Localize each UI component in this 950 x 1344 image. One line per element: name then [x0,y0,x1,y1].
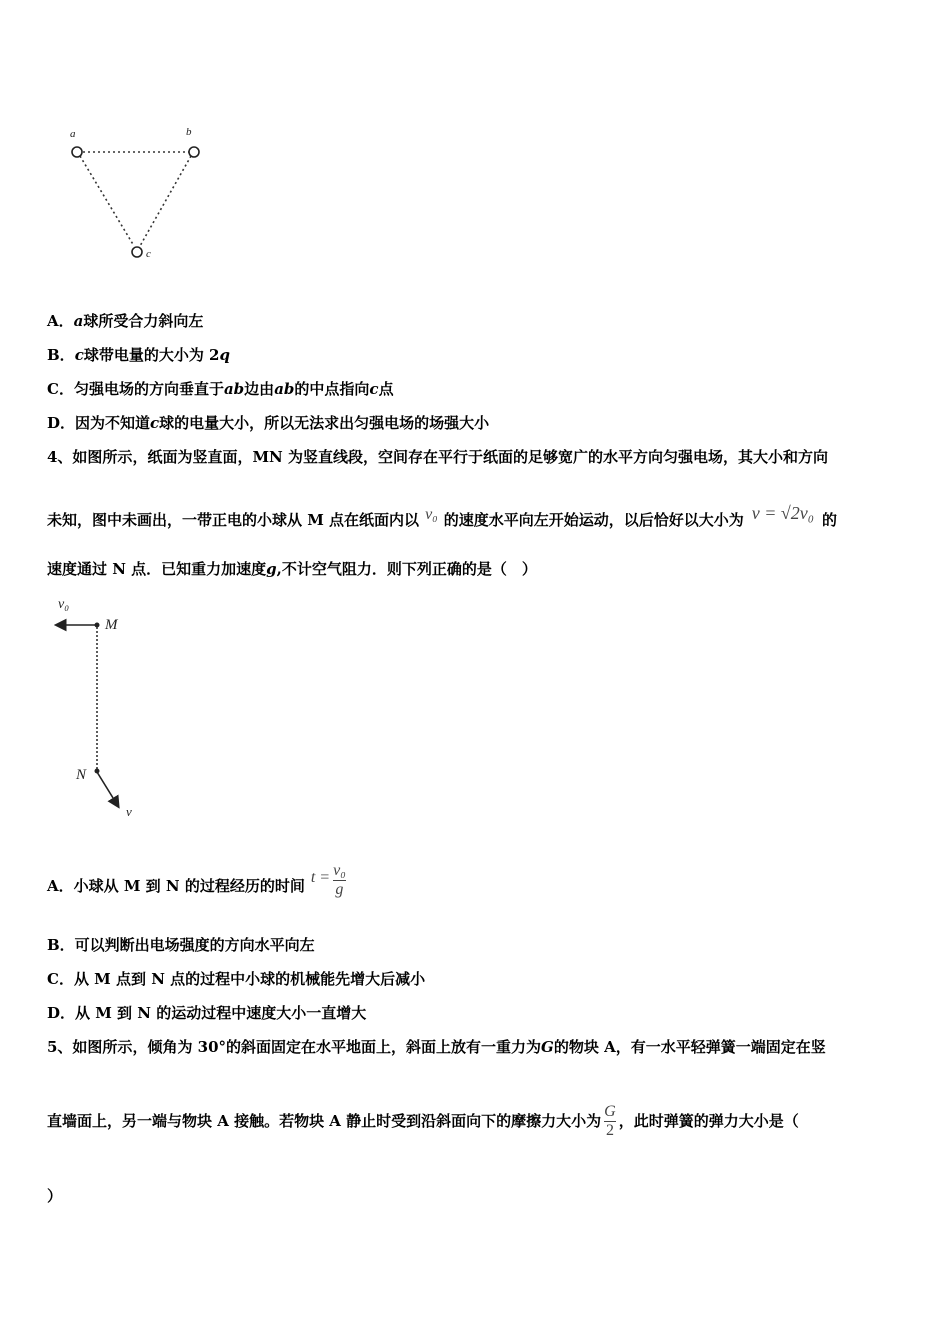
friction-fraction: $\frac{G}{2}$ [604,1102,616,1139]
v-label: v [126,804,132,819]
q4-option-c: C．从 M 点到 N 点的过程中小球的机械能先增大后减小 [47,970,426,988]
bc-dotted-line [140,156,191,246]
q5-stem-line3: ） [47,1187,63,1205]
q4-stem-line3: 速度通过 N 点．已知重力加速度g,不计空气阻力．则下列正确的是（ ） [47,560,537,578]
v0-label: v₀ [58,597,70,612]
ac-dotted-line [80,156,134,246]
label-a: a [70,128,76,140]
ball-b [189,147,199,157]
time-formula-t: t = [310,869,331,886]
q5-stem-line1: 5、如图所示，倾角为 30°的斜面固定在水平地面上，斜面上放有一重力为G的物块 A，有一水平轻弹簧一端固定在竖 [47,1038,826,1056]
q4-option-b: B．可以判断出电场强度的方向水平向左 [47,936,315,954]
ball-c [132,247,142,257]
v-equation: v = √2v₀ [751,503,815,523]
mn-figure [48,592,158,827]
v-arrow [97,772,118,806]
q3-option-d: D．因为不知道c球的电量大小，所以无法求出匀强电场的场强大小 [47,414,490,432]
v0-symbol: v₀ [425,506,438,523]
point-m [95,623,100,628]
q3-option-c: C．匀强电场的方向垂直于ab边由ab的中点指向c点 [47,380,394,398]
q5-stem-line2: 直墙面上，另一端与物块 A 接触。若物块 A 静止时受到沿斜面向下的摩擦力大小为 $\frac{G}{2}$ ，此时弹簧的弹力大小是（ [47,1102,799,1139]
q4-option-a: A．小球从 M 到 N 的过程经历的时间 t = $\frac{\text{v₀}}{g}$ [47,861,346,898]
q4-stem-line1: 4、如图所示，纸面为竖直面，MN 为竖直线段，空间存在平行于纸面的足够宽广的水平方向匀强电场，其大小和方向 [47,448,828,466]
time-formula-fraction: $\frac{\text{v₀}}{g}$ [333,861,346,898]
q4-option-d: D．从 M 到 N 的运动过程中速度大小一直增大 [47,1004,367,1022]
n-label: N [76,767,87,783]
ball-a [72,147,82,157]
label-c: c [146,248,151,260]
q3-option-a: A．a球所受合力斜向左 [47,312,204,330]
q4-stem-line2: 未知，图中未画出，一带正电的小球从 M 点在纸面内以 v₀ 的速度水平向左开始运动，以后恰好以大小为 v = √2v₀ 的 [47,503,838,529]
q3-option-b: B．c球带电量的大小为 2q [47,346,230,364]
triangle-abc-figure [60,118,230,268]
m-label: M [105,617,118,633]
label-b: b [186,126,192,138]
